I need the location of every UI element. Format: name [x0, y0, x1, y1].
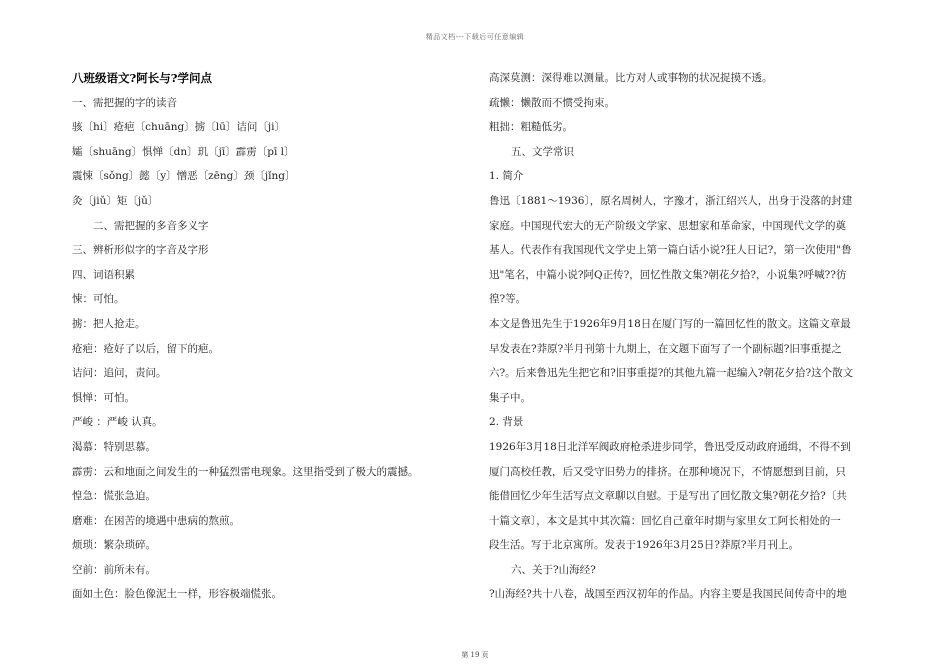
vocabulary-entry: 诘问：追问，责问。 — [72, 367, 167, 380]
vocabulary-entry: 疮疤：疮好了以后，留下的疤。 — [72, 342, 219, 355]
vocabulary-entry: 惧惮：可怕。 — [72, 391, 135, 404]
vocabulary-entry: 粗拙：粗糙低劣。 — [489, 121, 573, 134]
vocabulary-entry: 惶急：慌张急迫。 — [72, 490, 156, 503]
section-heading: 一、需把握的字的读音 — [72, 96, 177, 109]
vocabulary-entry: 霹雳：云和地面之间发生的一种猛烈雷电现象。这里指受到了极大的震撼。 — [72, 465, 419, 478]
paragraph-line: 徨?等。 — [489, 293, 527, 306]
vocabulary-entry: 面如土色：脸色像泥土一样，形容极端慌张。 — [72, 588, 282, 601]
paragraph-line: 家庭。中国现代宏大的无产阶级文学家、思想家和革命家，中国现代文学的奠 — [489, 219, 846, 232]
pronunciation-line: 孀〔shuāng〕惧惮〔dn〕玑〔jī〕霹雳〔pī l〕 — [72, 145, 295, 158]
paragraph-line: 1926年3月18日北洋军阀政府枪杀进步同学，鲁迅受反动政府通缉，不得不到 — [489, 440, 851, 453]
vocabulary-entry: 高深莫测：深得难以测量。比方对人或事物的状况捉摸不透。 — [489, 72, 773, 84]
paragraph-line: ?山海经?共十八卷，战国至西汉初年的作品。内容主要是我国民间传奇中的地 — [489, 588, 847, 601]
paragraph-line: 能借回忆少年生活写点文章聊以自慰。于是写出了回忆散文集?朝花夕拾?〔共 — [489, 490, 847, 503]
paragraph-line: 段生活。写于北京寓所。发表于1926年3月25日?莽原?半月刊上。 — [489, 539, 800, 552]
paragraph-line: 集子中。 — [489, 391, 531, 404]
right-column — [489, 66, 885, 607]
paragraph-line: 鲁迅〔1881～1936〕，原名周树人，字豫才，浙江绍兴人，出身于没落的封建 — [489, 194, 853, 207]
vocabulary-entry: 悚：可怕。 — [72, 293, 125, 306]
paragraph-line: 早发表在?莽原?半月刊第十九期上，在文题下面写了一个副标题?旧事重提之 — [489, 342, 842, 355]
section-heading: 六、关于?山海经? — [511, 563, 596, 576]
vocabulary-entry: 磨难：在困苦的境遇中患病的熬煎。 — [72, 514, 240, 527]
paragraph-line: 迅"笔名，中篇小说?阿Q正传?，回忆性散文集?朝花夕拾?，小说集?呼喊??彷 — [489, 268, 847, 281]
section-heading: 三、辨析形似字的字音及字形 — [72, 244, 209, 257]
document-title: 八班级语文?阿长与?学问点 — [72, 71, 212, 85]
pronunciation-line: 震悚〔sǒng〕懿〔y〕憎恶〔zēng〕颈〔jǐng〕 — [72, 170, 296, 183]
paragraph-line: 本文是鲁迅先生于1926年9月18日在厦门写的一篇回忆性的散文。这篇文章最 — [489, 317, 851, 330]
subsection-heading: 1. 简介 — [489, 170, 524, 183]
paragraph-line: 六?。后来鲁迅先生把它和?旧事重提?的其他九篇一起编入?朝花夕拾?这个散文 — [489, 367, 854, 380]
subsection-heading: 2. 背景 — [489, 416, 524, 429]
page-number: 第 19 页 — [461, 651, 489, 659]
vocabulary-entry: 空前：前所未有。 — [72, 563, 156, 576]
left-column — [72, 66, 472, 607]
vocabulary-entry: 烦琐：繁杂琐碎。 — [72, 539, 156, 552]
vocabulary-entry: 疏懒：懒散而不惯受拘束。 — [489, 96, 615, 109]
pronunciation-line: 骇〔hi〕疮疤〔chuāng〕掳〔lū〕诘问〔ji〕 — [72, 121, 286, 134]
vocabulary-entry: 渴慕：特别思慕。 — [72, 440, 156, 453]
section-heading: 四、词语积累 — [72, 268, 135, 281]
section-heading: 二、需把握的多音多义字 — [93, 219, 209, 232]
paragraph-line: 基人。代表作有我国现代文学史上第一篇白话小说?狂人日记?，第一次使用"鲁 — [489, 244, 852, 257]
section-heading: 五、文学常识 — [511, 145, 574, 158]
vocabulary-entry: 掳：把人抢走。 — [72, 317, 146, 330]
vocabulary-entry: 严峻 ：严峻 认真。 — [72, 416, 163, 429]
pronunciation-line: 灸〔jiǔ〕矩〔jǔ〕 — [72, 194, 159, 207]
paragraph-line: 厦门高校任教，后又受守旧势力的排挤。在那种境况下，不情愿想到目前，只 — [489, 465, 846, 478]
paragraph-line: 十篇文章〕，本文是其中其次篇：回忆自己童年时期与家里女工阿长相处的一 — [489, 514, 841, 527]
page-header: 精品文档---下载后可任意编辑 — [425, 33, 525, 41]
